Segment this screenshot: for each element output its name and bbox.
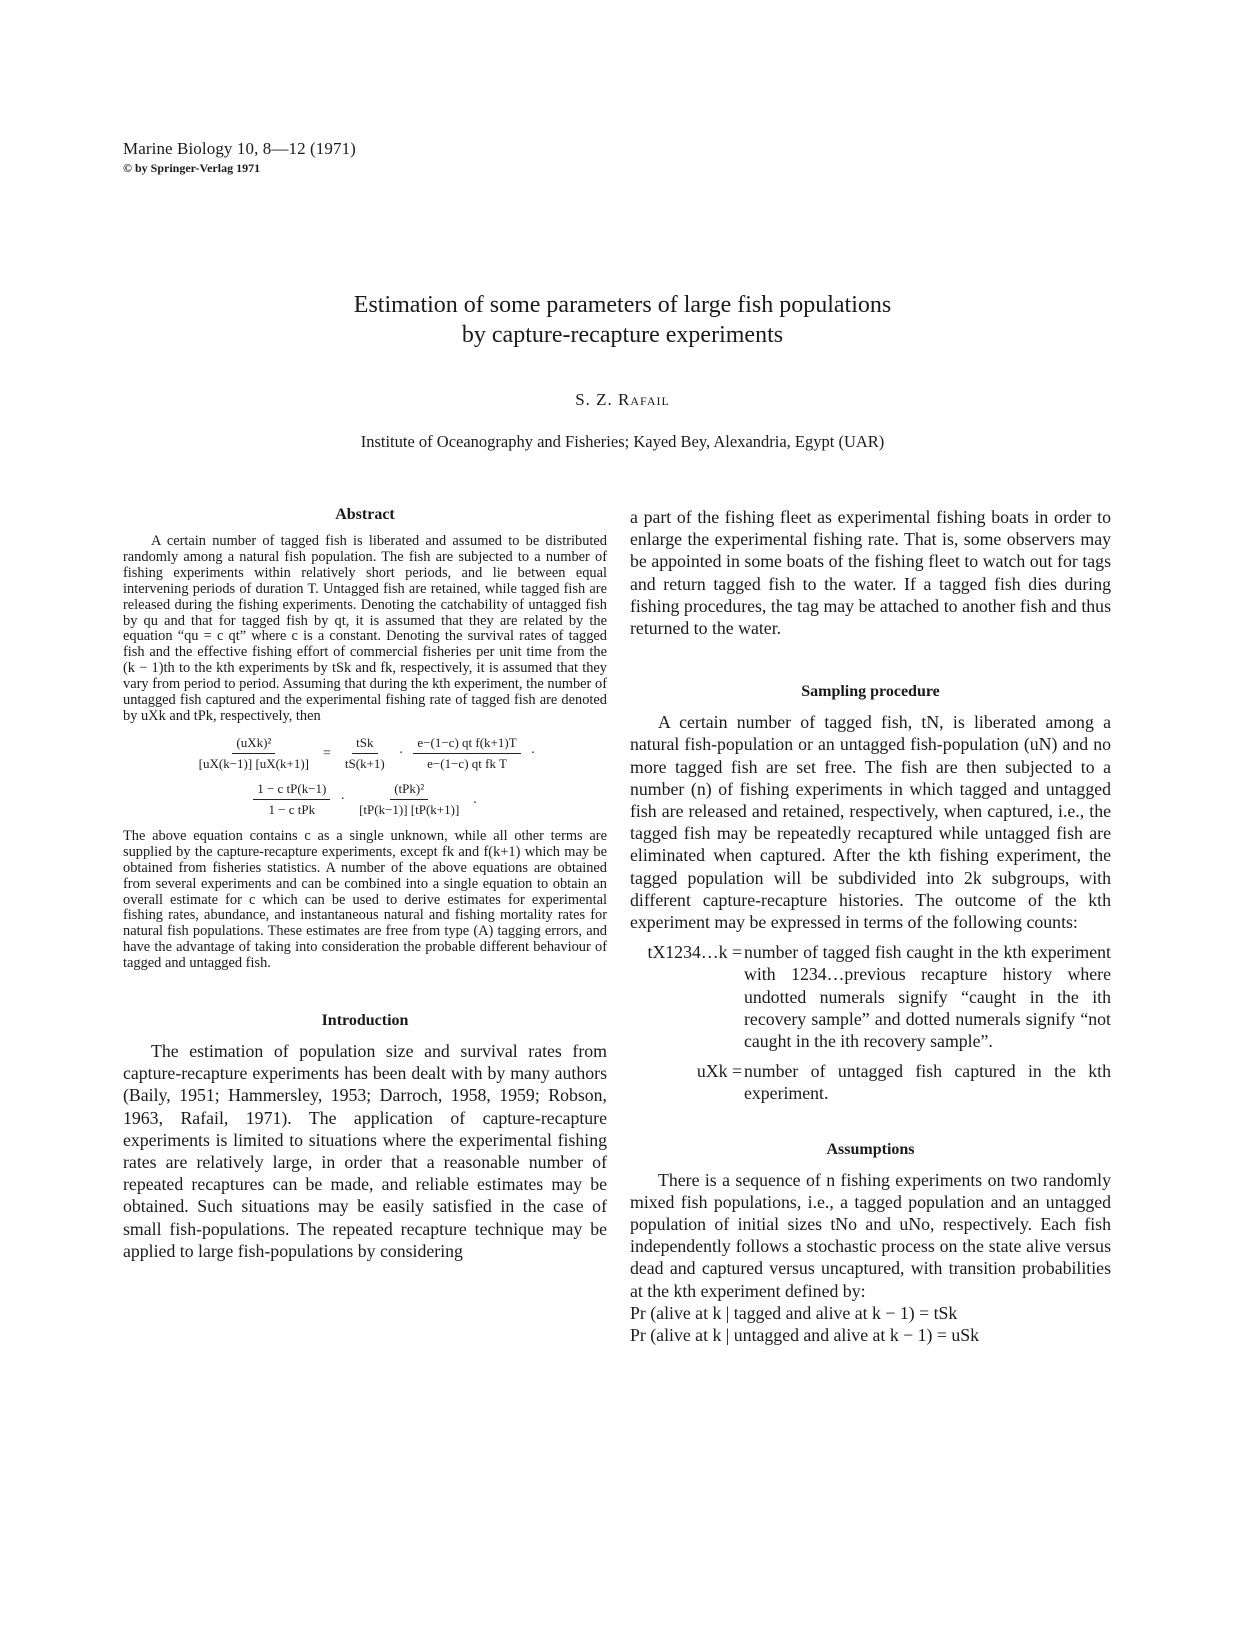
copyright-line: © by Springer-Verlag 1971 (123, 161, 261, 175)
author-initials: S. Z. (575, 390, 619, 409)
left-column (123, 506, 607, 1262)
abstract-paragraph-2: The above equation contains c as a single unknown, while all other terms are supplied by the capture-recapture experiments, except fk and f(k+1) which may be obtained from fisheries statistics. A number of the above equations are obtained from several experiments and can be combined into a single equation to obtain an overall estimate for c which can be used to derive estimates for experimental fishing rates, abundance, and instantaneous natural and fishing mortality rates for natural fish populations. These estimates are free from type (A) tagging errors, and have the advantage of taking into consideration the probable different behaviour of tagged and untagged fish. (123, 827, 607, 972)
author-name (0, 390, 1245, 410)
eq-fraction-recapture: $\frac{\text{(tPk)²}}{[tP(k-1)] [tP(k+1)]}$ (359, 781, 460, 818)
introduction-paragraph: The estimation of population size and survival rates from capture-recapture experiments has been dealt with by many authors (Baily, 1951; Hammersley, 1953; Darroch, 1958, 1959; Robson, 1963, Rafail, 1971). The application of capture-recapture experiments is limited to situations where the experimental fishing rates are relatively large, in order that a reasonable number of repeated recaptures can be made, and reliable estimates may be obtained. Such situations may be easily satisfied in the case of small fish-populations. The repeated recapture technique may be applied to large fish-populations by considering (123, 1041, 607, 1261)
abstract-equation (123, 731, 607, 823)
equation-row-1: $\frac{\text{(uXk)²}}{[uX(k-1)] [uX(k+1)]}$ = $\frac{\text{tSk}}{tS(k+1)}$ · $\frac{\text{e−(1−c) qt f(k+1)T}}{\text{e−(1−c) qt fk T}}$ · (123, 731, 607, 777)
eq-fraction-exponential: $\frac{\text{e−(1−c) qt f(k+1)T}}{\text{e−(1−c) qt fk T}}$ (413, 735, 520, 772)
right-column (630, 506, 1111, 1346)
definition-untagged: uXk = number of untagged fish captured in the kth experiment. (696, 1061, 1111, 1104)
paper-title (0, 290, 1245, 350)
sampling-heading: Sampling procedure (801, 683, 940, 701)
assumptions-heading: Assumptions (826, 1140, 915, 1158)
eq-fraction-catch: $\frac{\text{(uXk)²}}{[uX(k-1)] [uX(k+1)]}$ (198, 735, 309, 772)
count-definitions (630, 941, 1111, 1104)
probability-untagged: Pr (alive at k | untagged and alive at k − 1) = uSk (630, 1325, 980, 1346)
probability-tagged: Pr (alive at k | tagged and alive at k − 1) = tSk (630, 1302, 958, 1323)
assumptions-paragraph: There is a sequence of n fishing experiments on two randomly mixed fish populations, i.e., a tagged population and an untagged population of initial sizes tNo and uNo, respectively. Each fish independently follows a stochastic process on the state alive versus dead and captured versus uncaptured, with transition probabilities at the kth experiment defined by: (630, 1169, 1111, 1301)
journal-citation: Marine Biology 10, 8—12 (1971) (123, 139, 356, 158)
author-surname: Rafail (618, 390, 670, 409)
eq-fraction-survival: $\frac{\text{tSk}}{tS(k+1)}$ (344, 735, 385, 772)
right-continuation-paragraph: a part of the fishing fleet as experimental fishing boats in order to enlarge the experimental fishing rate. That is, some observers may be appointed in some boats of the fishing fleet to watch out for tags and return tagged fish to the water. If a tagged fish dies during fishing procedures, the tag may be attached to another fish and thus returned to the water. (630, 507, 1111, 639)
definition-tagged: tX1234…k = number of tagged fish caught in the kth experiment with 1234…previous recapture history where undotted numerals signify “caught in the ith recovery sample” and dotted numerals signify “not caught in the ith recovery sample”. (647, 942, 1111, 1052)
equation-row-2: $\frac{\text{1 − c tP(k−1)}}{\text{1 − c tPk}}$ · $\frac{\text{(tPk)²}}{[tP(k-1)] [tP(k+1)]}$ . (123, 777, 607, 823)
abstract-paragraph-1: A certain number of tagged fish is liberated and assumed to be distributed randomly among a natural fish population. The fish are subjected to a number of fishing experiments within relatively short periods, and lie between equal intervening periods of duration T. Untagged fish are retained, while tagged fish are released during the fishing experiments. Denoting the catchability of untagged fish by qu and that for tagged fish by qt, it is assumed that they are related by the equation “qu = c qt” where c is a constant. Denoting the survival rates of tagged fish and the effective fishing effort of commercial fisheries per unit time from the (k − 1)th to the kth experiments by tSk and fk, respectively, it is assumed that they vary from period to period. Assuming that during the kth experiment, the number of untagged fish captured and the experimental fishing rate of tagged fish are denoted by uXk and tPk, respectively, then (123, 533, 607, 724)
eq-fraction-rate: $\frac{\text{1 − c tP(k−1)}}{\text{1 − c tPk}}$ (253, 781, 330, 818)
running-header (123, 138, 356, 177)
title-line-1: Estimation of some parameters of large fish populations (353, 292, 892, 318)
introduction-heading: Introduction (321, 1012, 409, 1030)
affiliation: Institute of Oceanography and Fisheries; Kayed Bey, Alexandria, Egypt (UAR) (360, 432, 885, 451)
sampling-paragraph: A certain number of tagged fish, tN, is liberated among a natural fish-population or an untagged fish-population (uN) and no more tagged fish are set free. The fish are then subjected to a number (n) of fishing experiments in which tagged and untagged fish are released and retained, respectively, when captured, i.e., the tagged fish may be repeatedly recaptured while untagged fish are eliminated when captured. After the kth fishing experiment, the tagged population will be subdivided into 2k subgroups, with different capture-recapture histories. The outcome of the kth experiment may be expressed in terms of the following counts: (630, 712, 1111, 933)
abstract-heading: Abstract (335, 506, 395, 523)
title-line-2: by capture-recapture experiments (461, 322, 784, 348)
